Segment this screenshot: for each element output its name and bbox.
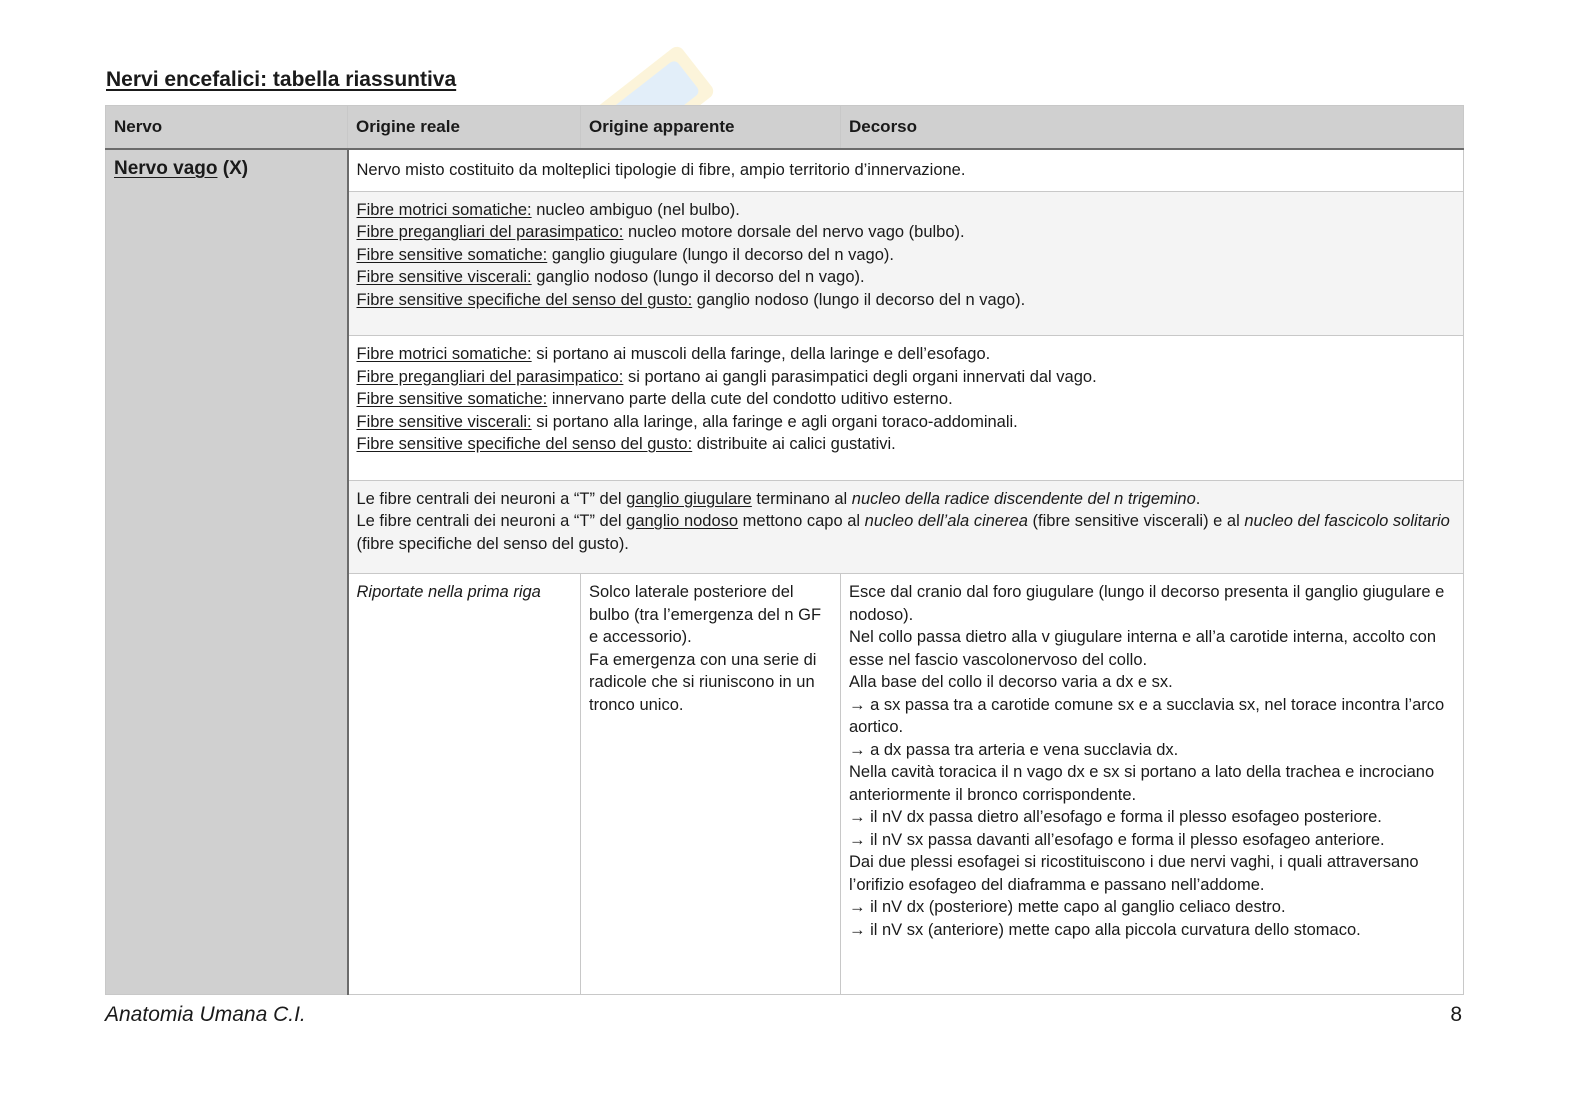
nerve-number: (X) <box>217 158 249 179</box>
nerve-name-cell <box>106 149 348 995</box>
targets-cell <box>348 336 1464 481</box>
central-fibers-cell <box>348 480 1464 573</box>
origin-line: Fibre sensitive somatiche: ganglio giugulare (lungo il decorso del n vago). <box>356 245 894 264</box>
target-line: Fibre sensitive somatiche: innervano parte della cute del condotto uditivo esterno. <box>356 390 953 409</box>
decorso-line: Dai due plessi esofagei si ricostituiscono i due nervi vaghi, i quali attraversano l’orifizio esofageo del diaframma e passano nell’addome. <box>849 853 1419 894</box>
decorso-cell <box>841 574 1464 995</box>
origine-apparente-line: Solco laterale posteriore del bulbo (tra l’emergenza del n GF e accessorio). <box>589 583 822 647</box>
target-line: Fibre sensitive viscerali: si portano alla laringe, alla faringe e agli organi toraco-addominali. <box>356 412 1018 431</box>
decorso-line: Esce dal cranio dal foro giugulare (lungo il decorso presenta il ganglio giugulare e nodoso). <box>849 583 1445 624</box>
decorso-line: → a sx passa tra a carotide comune sx e a succlavia sx, nel torace incontra l’arco aortico. <box>849 695 1445 737</box>
origine-apparente-line: Fa emergenza con una serie di radicole che si riuniscono in un tronco unico. <box>589 650 817 714</box>
footer-course-name: Anatomia Umana C.I. <box>105 1003 306 1026</box>
target-line: Fibre pregangliari del parasimpatico: si portano ai gangli parasimpatici degli organi innervati dal vago. <box>356 367 1097 386</box>
decorso-line: Nel collo passa dietro alla v giugulare interna e all’a carotide interna, accolto con esse nel fascio vascolonervoso del collo. <box>849 628 1437 669</box>
page-number: 8 <box>1450 1003 1462 1026</box>
decorso-line: → il nV sx passa davanti all’esofago e forma il plesso esofageo anteriore. <box>849 830 1385 849</box>
summary-table <box>105 105 1464 995</box>
intro-cell: Nervo misto costituito da molteplici tipologie di fibre, ampio territorio d’innervazione. <box>348 149 1464 191</box>
central-fibers-p2: Le fibre centrali dei neuroni a “T” del ganglio nodoso mettono capo al nucleo dell’ala cinerea (fibre sensitive viscerali) e al nucleo del fascicolo solitario (fibre specifiche del senso del gusto). <box>356 512 1450 553</box>
header-decorso: Decorso <box>841 106 1464 150</box>
origins-cell <box>348 191 1464 336</box>
table-header-row <box>106 106 1464 150</box>
origin-line: Fibre sensitive specifiche del senso del gusto: ganglio nodoso (lungo il decorso del n vago). <box>356 290 1026 309</box>
page-title: Nervi encefalici: tabella riassuntiva <box>106 68 457 91</box>
table-row-intro <box>106 149 1464 191</box>
header-origine-reale: Origine reale <box>348 106 581 150</box>
target-line: Fibre motrici somatiche: si portano ai muscoli della faringe, della laringe e dell’esofago. <box>356 345 991 364</box>
origin-line: Fibre motrici somatiche: nucleo ambiguo (nel bulbo). <box>356 200 740 219</box>
origin-line: Fibre sensitive viscerali: ganglio nodoso (lungo il decorso del n vago). <box>356 268 865 286</box>
decorso-line: → a dx passa tra arteria e vena succlavia dx. <box>849 740 1179 759</box>
origin-line: Fibre pregangliari del parasimpatico: nucleo motore dorsale del nervo vago (bulbo). <box>356 223 965 241</box>
decorso-line: → il nV dx (posteriore) mette capo al ganglio celiaco destro. <box>849 898 1286 917</box>
header-origine-apparente: Origine apparente <box>581 106 841 150</box>
decorso-line: Nella cavità toracica il n vago dx e sx si portano a lato della trachea e incrociano anteriormente il bronco corrispondente. <box>849 763 1435 804</box>
header-nervo: Nervo <box>106 106 348 150</box>
decorso-line: → il nV sx (anteriore) mette capo alla piccola curvatura dello stomaco. <box>849 920 1361 939</box>
decorso-line: → il nV dx passa dietro all’esofago e forma il plesso esofageo posteriore. <box>849 808 1382 827</box>
origine-apparente-cell <box>581 574 841 995</box>
central-fibers-p1: Le fibre centrali dei neuroni a “T” del ganglio giugulare terminano al nucleo della radice discendente del n trigemino. <box>356 489 1201 508</box>
target-line: Fibre sensitive specifiche del senso del gusto: distribuite ai calici gustativi. <box>356 435 896 454</box>
nerve-name: Nervo vago <box>114 158 218 179</box>
decorso-line: Alla base del collo il decorso varia a dx e sx. <box>849 673 1173 692</box>
origine-reale-cell: Riportate nella prima riga <box>348 574 581 995</box>
